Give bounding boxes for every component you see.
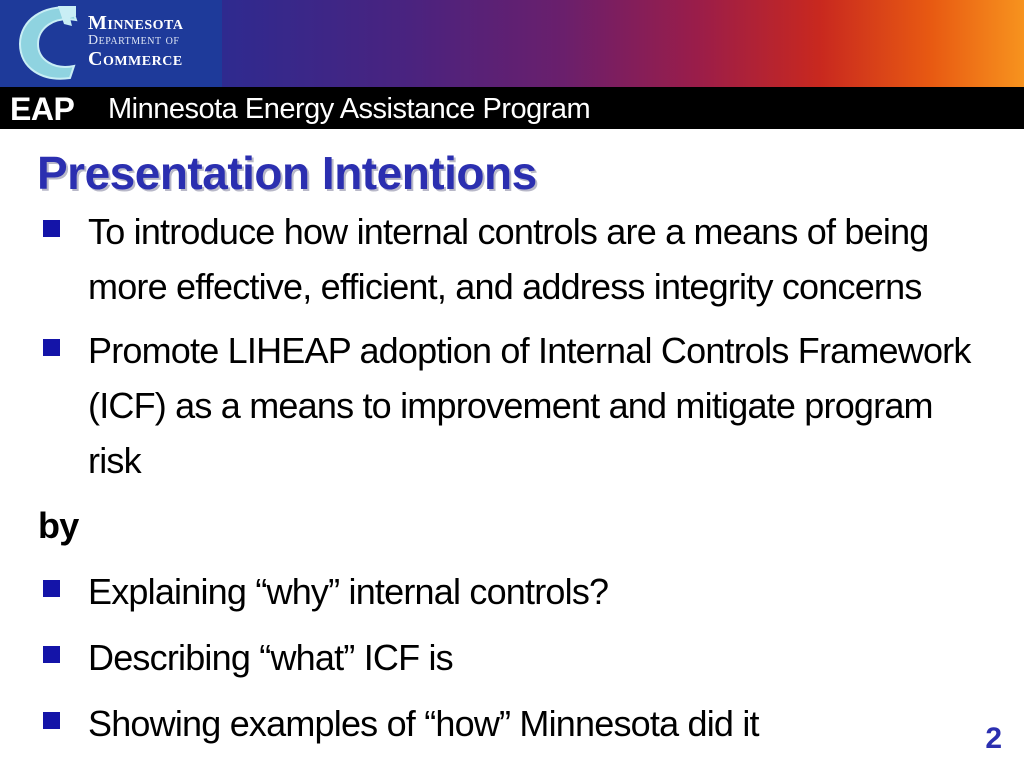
bullet-item: Explaining “why” internal controls? bbox=[0, 564, 988, 619]
slide-title: Presentation Intentions bbox=[37, 147, 537, 199]
eap-label: EAP bbox=[10, 91, 75, 127]
program-name: Minnesota Energy Assistance Program bbox=[108, 93, 591, 125]
page-number: 2 bbox=[985, 722, 1002, 755]
slide-content bbox=[0, 204, 1024, 751]
logo-text bbox=[88, 14, 183, 68]
commerce-logo bbox=[0, 0, 222, 87]
by-label: by bbox=[38, 505, 79, 546]
logo-line-3: Commerce bbox=[88, 48, 183, 70]
program-title-bar bbox=[0, 87, 1024, 129]
bullet-item: To introduce how internal controls are a means of being more effective, efficient, and address integrity concerns bbox=[0, 204, 988, 314]
logo-line-2: Department of bbox=[88, 33, 180, 48]
logo-line-1: Minnesota bbox=[88, 12, 184, 34]
bullet-item: Showing examples of “how” Minnesota did it bbox=[0, 696, 988, 751]
bullet-item: Describing “what” ICF is bbox=[0, 630, 988, 685]
bullet-item: Promote LIHEAP adoption of Internal Controls Framework (ICF) as a means to improvement and mitigate program risk bbox=[0, 323, 988, 488]
state-c-logo-icon bbox=[14, 2, 94, 84]
